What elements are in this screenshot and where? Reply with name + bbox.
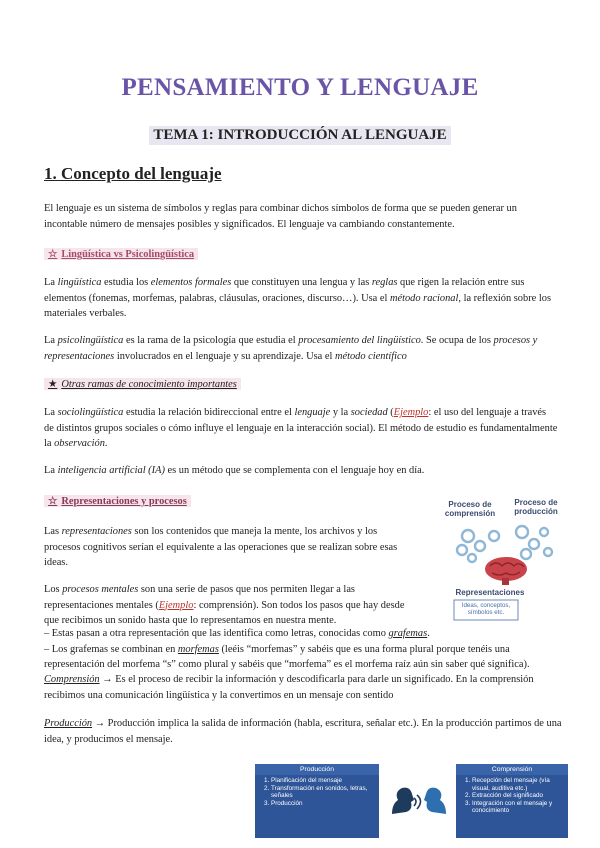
paragraph-linguistica: La lingüística estudia los elementos formales que constituyen una lengua y las reglas que rigen la relación entre sus elementos (fonemas, morfemas, palabras, cláusulas, oraciones, discurso…). Usa el método racional, la reflexión sobre los materiales verbales.: [44, 277, 551, 319]
produccion-box-title: Producción: [255, 764, 379, 775]
list-item: 3. Integración con el mensaje y conocimiento: [472, 800, 568, 815]
paragraph-procesos-mentales: Los procesos mentales son una serie de pasos que nos permiten llegar a las representaciones mentales (Ejemplo: comprensión). Son todos los pasos que hay desde que recibimos un sonido hasta que lo representamos en nuestra mente.: [44, 584, 405, 626]
list-item: 1. Recepción del mensaje (vía visual, auditiva etc.): [472, 777, 568, 792]
star-icon: ☆: [48, 249, 58, 260]
list-item: 2. Transformación en sonidos, letras, señales: [271, 785, 379, 800]
produccion-steps: [255, 777, 379, 807]
produccion-box: [255, 764, 379, 838]
paragraph-representaciones: Las representaciones son los contenidos que maneja la mente, los archivos y los procesos cognitivos serían el equivalente a las operaciones que se realizan sobre esas ideas.: [44, 526, 398, 568]
speaking-listening-icon: [388, 786, 450, 818]
process-diagram: [414, 496, 564, 622]
paragraph-comprension: Comprensión → Es el proceso de recibir la información y descodificarla para darle un significado. En la comprensión recibimos una comunicación lingüística y la convertimos en un mensaje con sentido: [44, 674, 534, 701]
topic-title: TEMA 1: INTRODUCCIÓN AL LENGUAJE: [149, 126, 450, 145]
paragraph-psicolinguistica: La psicolingüística es la rama de la psicología que estudia el procesamiento del lingüístico. Se ocupa de los procesos y representaciones involucrados en el lenguaje y su aprendizaje. Usa el método científico: [44, 335, 538, 362]
diagram-label-ideas: Ideas, conceptos, símbolos etc.: [461, 602, 511, 616]
star-icon: ☆: [48, 496, 58, 507]
page-title: PENSAMIENTO Y LENGUAJE: [121, 74, 479, 101]
gear-icon: [457, 530, 499, 562]
list-item: 2. Extracción del significado: [472, 792, 568, 800]
brain-icon: [485, 557, 527, 585]
gear-icon: [516, 526, 552, 559]
diagram-label-comprension: Proceso de comprensión: [444, 500, 496, 518]
section-heading-concepto: 1. Concepto del lenguaje: [44, 164, 222, 183]
paragraph-produccion: Producción → Producción implica la salida de información (habla, escritura, señalar etc.). En la producción partimos de una idea, y producimos el mensaje.: [44, 718, 562, 745]
subheading-representaciones: ☆ Representaciones y procesos: [44, 495, 191, 507]
list-item: 1. Planificación del mensaje: [271, 777, 379, 785]
paragraph-grafemas-morfemas: – Estas pasan a otra representación que las identifica como letras, conocidas como grafemas. – Los grafemas se combinan en morfemas (leéis “morfemas” y sabéis que es una forma plural porque tenéis una representación del morfema “s” como plural y sabéis que “morfema” es el morfema raíz aún sin saber qué significa).: [44, 628, 530, 670]
comprension-box: [456, 764, 568, 838]
paragraph-ia: La inteligencia artificial (IA) es un método que se complementa con el lenguaje hoy en día.: [44, 465, 425, 476]
diagram-label-produccion: Proceso de producción: [514, 498, 558, 516]
paragraph-sociolinguistica: La sociolingüística estudia la relación bidireccional entre el lenguaje y la sociedad (Ejemplo: el uso del lenguaje a través de distintos grupos sociales o cómo influye el lenguaje en la interacción social). El método de estudio es fundamentalmente la observación.: [44, 407, 558, 449]
subheading-linguistica: ☆ Lingüística vs Psicolingüística: [44, 248, 198, 260]
star-icon: ★: [48, 379, 58, 390]
comprension-steps: [456, 777, 568, 815]
list-item: 3. Producción: [271, 800, 379, 808]
diagram-label-representaciones: Representaciones: [455, 588, 525, 597]
comprension-box-title: Comprensión: [456, 764, 568, 775]
paragraph-intro: El lenguaje es un sistema de símbolos y reglas para combinar dichos símbolos de forma que se pueden generar un incontable número de mensajes posibles y significados. El lenguaje va cambiando constantemente.: [44, 203, 517, 230]
subheading-otras-ramas: ★ Otras ramas de conocimiento importantes: [44, 378, 241, 390]
